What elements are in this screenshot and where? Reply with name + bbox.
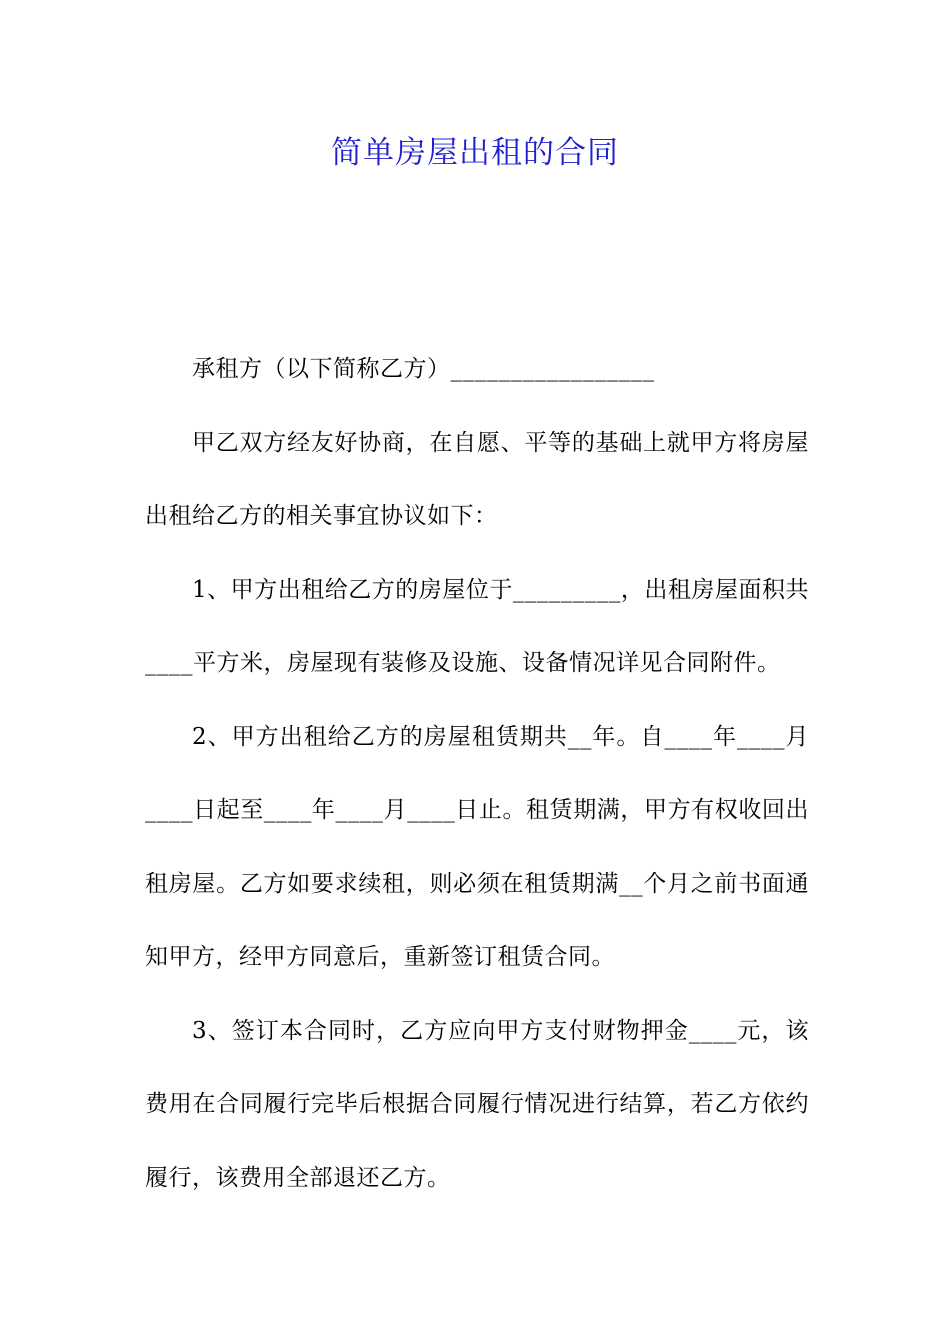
document-body	[145, 333, 809, 1215]
document-title: 简单房屋出租的合同	[331, 135, 619, 171]
paragraph-clause-3: 3、签订本合同时，乙方应向甲方支付财物押金____元，该费用在合同履行完毕后根据合同履行情况进行结算，若乙方依约履行，该费用全部退还乙方。	[145, 1017, 809, 1191]
paragraph-lessee: 承租方（以下简称乙方）_________________	[192, 356, 655, 382]
paragraph-clause-2: 2、甲方出租给乙方的房屋租赁期共__年。自____年____月____日起至____年____月____日止。租赁期满，甲方有权收回出租房屋。乙方如要求续租，则必须在租赁期满__个月之前书面通知甲方，经甲方同意后，重新签订租赁合同。	[145, 723, 809, 970]
paragraph-clause-1: 1、甲方出租给乙方的房屋位于_________，出租房屋面积共____平方米，房屋现有装修及设施、设备情况详见合同附件。	[145, 576, 809, 676]
paragraph-intro: 甲乙双方经友好协商，在自愿、平等的基础上就甲方将房屋出租给乙方的相关事宜协议如下：	[145, 429, 809, 529]
